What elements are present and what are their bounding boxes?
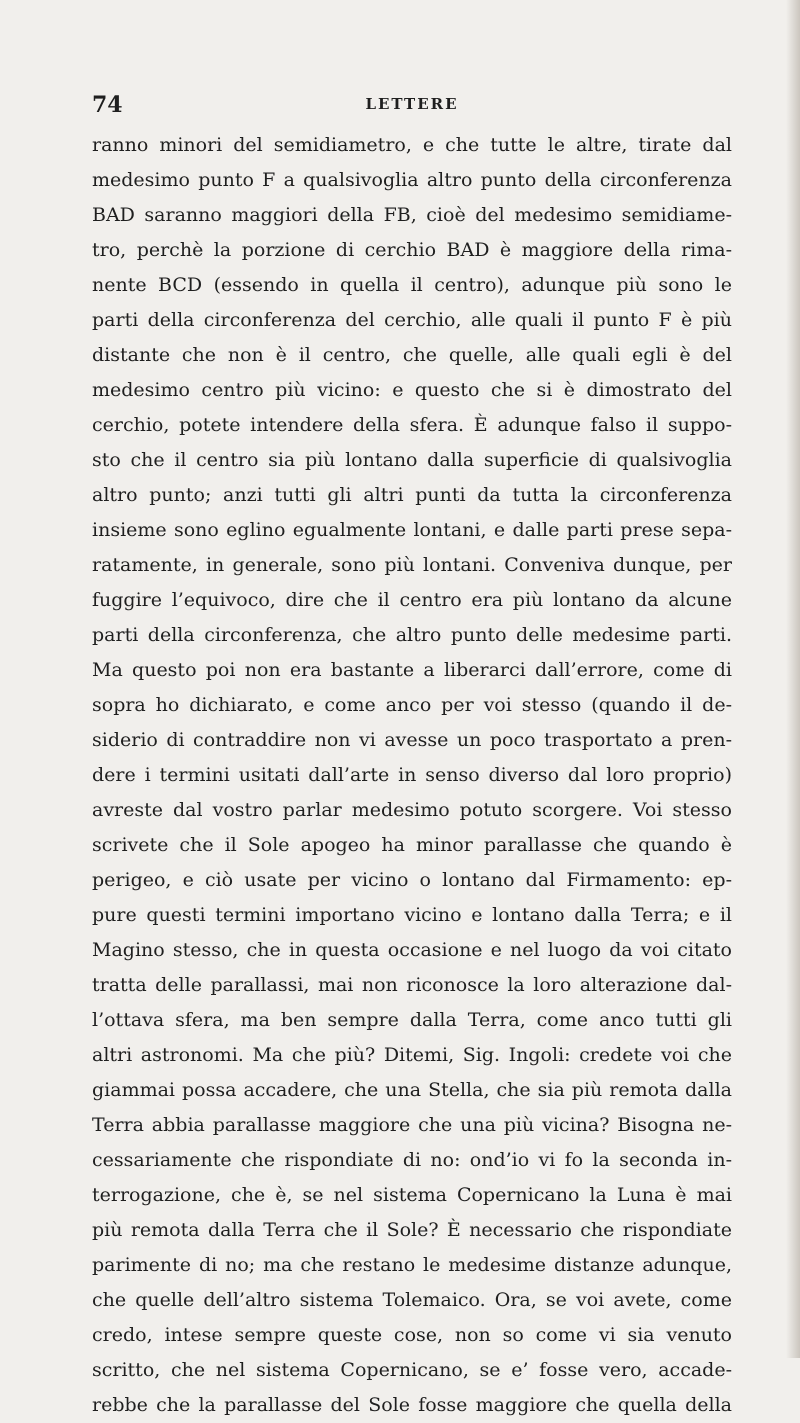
text-line: insieme sono eglino egualmente lontani, e dalle parti prese sepa-: [92, 519, 732, 541]
text-line: terrogazione, che è, se nel sistema Copernicano la Luna è mai: [92, 1184, 732, 1206]
text-line: Magino stesso, che in questa occasione e nel luogo da voi citato: [92, 939, 732, 961]
text-line: fuggire l’equivoco, dire che il centro era più lontano da alcune: [92, 589, 732, 611]
text-line: tro, perchè la porzione di cerchio BAD è maggiore della rima-: [92, 239, 732, 261]
text-line: ranno minori del semidiametro, e che tutte le altre, tirate dal: [92, 134, 732, 156]
text-line: siderio di contraddire non vi avesse un poco trasportato a pren-: [92, 729, 732, 751]
text-line: altro punto; anzi tutti gli altri punti da tutta la circonferenza: [92, 484, 732, 506]
text-line: parti della circonferenza del cerchio, alle quali il punto F è più: [92, 309, 732, 331]
text-line: dere i termini usitati dall’arte in senso diverso dal loro proprio): [92, 764, 732, 786]
text-line: tratta delle parallassi, mai non riconosce la loro alterazione dal-: [92, 974, 732, 996]
text-line: credo, intese sempre queste cose, non so come vi sia venuto: [92, 1324, 732, 1346]
text-line: che quelle dell’altro sistema Tolemaico. Ora, se voi avete, come: [92, 1289, 732, 1311]
page-header: [92, 92, 732, 118]
text-line: più remota dalla Terra che il Sole? È necessario che rispondiate: [92, 1219, 732, 1241]
text-line: Ma questo poi non era bastante a liberarci dall’errore, come di: [92, 659, 732, 681]
text-line: giammai possa accadere, che una Stella, che sia più remota dalla: [92, 1079, 732, 1101]
text-line: scrivete che il Sole apogeo ha minor parallasse che quando è: [92, 834, 732, 856]
text-line: cerchio, potete intendere della sfera. È adunque falso il suppo-: [92, 414, 732, 436]
text-line: scritto, che nel sistema Copernicano, se e’ fosse vero, accade-: [92, 1359, 732, 1381]
page-number: 74: [92, 92, 123, 118]
page-edge-shadow: [786, 0, 800, 1358]
text-line: medesimo punto F a qualsivoglia altro punto della circonferenza: [92, 169, 732, 191]
text-line: parimente di no; ma che restano le medesime distanze adunque,: [92, 1254, 732, 1276]
text-line: nente BCD (essendo in quella il centro), adunque più sono le: [92, 274, 732, 296]
text-line: pure questi termini importano vicino e lontano dalla Terra; e il: [92, 904, 732, 926]
text-line: l’ottava sfera, ma ben sempre dalla Terra, come anco tutti gli: [92, 1009, 732, 1031]
body-text: [92, 128, 732, 1423]
text-line: BAD saranno maggiori della FB, cioè del medesimo semidiame-: [92, 204, 732, 226]
text-line: ratamente, in generale, sono più lontani. Conveniva dunque, per: [92, 554, 732, 576]
text-line: perigeo, e ciò usate per vicino o lontano dal Firmamento: ep-: [92, 869, 732, 891]
text-line: cessariamente che rispondiate di no: ond’io vi fo la seconda in-: [92, 1149, 732, 1171]
text-line: parti della circonferenza, che altro punto delle medesime parti.: [92, 624, 732, 646]
running-title: LETTERE: [365, 95, 459, 113]
text-line: rebbe che la parallasse del Sole fosse maggiore che quella della: [92, 1394, 732, 1416]
text-line: altri astronomi. Ma che più? Ditemi, Sig. Ingoli: credete voi che: [92, 1044, 732, 1066]
text-line: avreste dal vostro parlar medesimo potuto scorgere. Voi stesso: [92, 799, 732, 821]
text-line: sto che il centro sia più lontano dalla superficie di qualsivoglia: [92, 449, 732, 471]
text-line: distante che non è il centro, che quelle, alle quali egli è del: [92, 344, 732, 366]
text-line: sopra ho dichiarato, e come anco per voi stesso (quando il de-: [92, 694, 732, 716]
text-line: Terra abbia parallasse maggiore che una più vicina? Bisogna ne-: [92, 1114, 732, 1136]
text-line: medesimo centro più vicino: e questo che si è dimostrato del: [92, 379, 732, 401]
